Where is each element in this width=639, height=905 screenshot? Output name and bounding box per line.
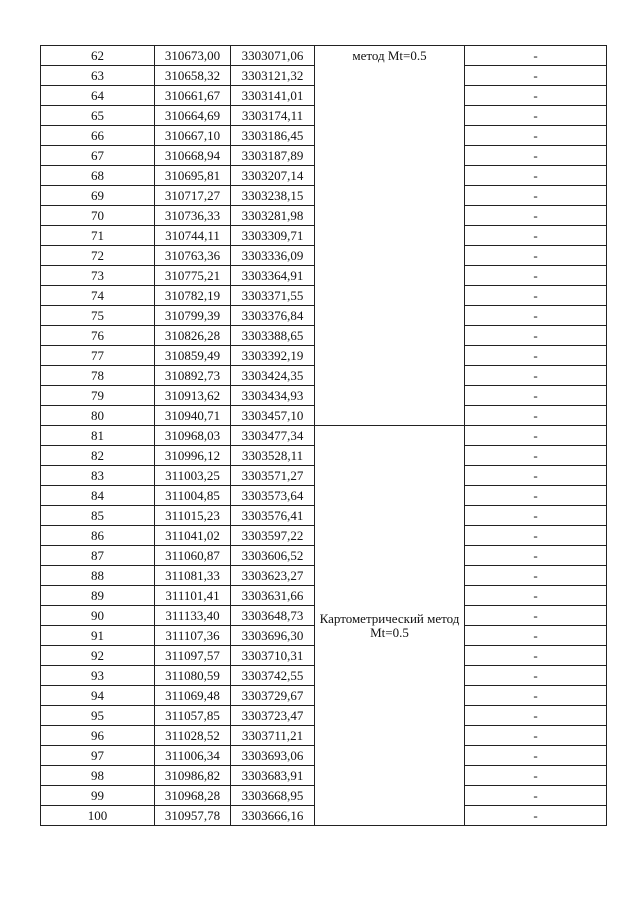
x-coordinate-cell: 311097,57	[155, 646, 231, 666]
y-coordinate-cell: 3303683,91	[231, 766, 315, 786]
y-coordinate-cell: 3303424,35	[231, 366, 315, 386]
x-coordinate-cell: 311003,25	[155, 466, 231, 486]
y-coordinate-cell: 3303742,55	[231, 666, 315, 686]
point-number-cell: 81	[41, 426, 155, 446]
x-coordinate-cell: 310775,21	[155, 266, 231, 286]
x-coordinate-cell: 311081,33	[155, 566, 231, 586]
point-number-cell: 87	[41, 546, 155, 566]
point-number-cell: 74	[41, 286, 155, 306]
point-number-cell: 88	[41, 566, 155, 586]
point-number-cell: 82	[41, 446, 155, 466]
x-coordinate-cell: 310826,28	[155, 326, 231, 346]
x-coordinate-cell: 310892,73	[155, 366, 231, 386]
y-coordinate-cell: 3303631,66	[231, 586, 315, 606]
y-coordinate-cell: 3303571,27	[231, 466, 315, 486]
x-coordinate-cell: 310996,12	[155, 446, 231, 466]
note-cell: -	[465, 146, 607, 166]
note-cell: -	[465, 426, 607, 446]
note-cell: -	[465, 326, 607, 346]
x-coordinate-cell: 310667,10	[155, 126, 231, 146]
note-cell: -	[465, 706, 607, 726]
point-number-cell: 64	[41, 86, 155, 106]
coordinates-table	[40, 45, 607, 826]
note-cell: -	[465, 286, 607, 306]
y-coordinate-cell: 3303693,06	[231, 746, 315, 766]
point-number-cell: 99	[41, 786, 155, 806]
note-cell: -	[465, 766, 607, 786]
y-coordinate-cell: 3303174,11	[231, 106, 315, 126]
point-number-cell: 91	[41, 626, 155, 646]
point-number-cell: 90	[41, 606, 155, 626]
point-number-cell: 76	[41, 326, 155, 346]
y-coordinate-cell: 3303388,65	[231, 326, 315, 346]
note-cell: -	[465, 226, 607, 246]
y-coordinate-cell: 3303392,19	[231, 346, 315, 366]
y-coordinate-cell: 3303071,06	[231, 46, 315, 66]
y-coordinate-cell: 3303371,55	[231, 286, 315, 306]
note-cell: -	[465, 86, 607, 106]
x-coordinate-cell: 310695,81	[155, 166, 231, 186]
x-coordinate-cell: 311057,85	[155, 706, 231, 726]
x-coordinate-cell: 310763,36	[155, 246, 231, 266]
x-coordinate-cell: 311101,41	[155, 586, 231, 606]
note-cell: -	[465, 626, 607, 646]
note-cell: -	[465, 466, 607, 486]
point-number-cell: 96	[41, 726, 155, 746]
y-coordinate-cell: 3303666,16	[231, 806, 315, 826]
note-cell: -	[465, 746, 607, 766]
note-cell: -	[465, 126, 607, 146]
note-cell: -	[465, 406, 607, 426]
x-coordinate-cell: 311080,59	[155, 666, 231, 686]
point-number-cell: 84	[41, 486, 155, 506]
x-coordinate-cell: 310744,11	[155, 226, 231, 246]
x-coordinate-cell: 311041,02	[155, 526, 231, 546]
x-coordinate-cell: 311069,48	[155, 686, 231, 706]
note-cell: -	[465, 666, 607, 686]
x-coordinate-cell: 311028,52	[155, 726, 231, 746]
x-coordinate-cell: 310799,39	[155, 306, 231, 326]
method-cell: Картометрический метод Mt=0.5	[315, 426, 465, 826]
point-number-cell: 79	[41, 386, 155, 406]
point-number-cell: 100	[41, 806, 155, 826]
y-coordinate-cell: 3303457,10	[231, 406, 315, 426]
point-number-cell: 62	[41, 46, 155, 66]
y-coordinate-cell: 3303573,64	[231, 486, 315, 506]
y-coordinate-cell: 3303597,22	[231, 526, 315, 546]
y-coordinate-cell: 3303528,11	[231, 446, 315, 466]
y-coordinate-cell: 3303711,21	[231, 726, 315, 746]
x-coordinate-cell: 311060,87	[155, 546, 231, 566]
point-number-cell: 67	[41, 146, 155, 166]
x-coordinate-cell: 310661,67	[155, 86, 231, 106]
y-coordinate-cell: 3303141,01	[231, 86, 315, 106]
note-cell: -	[465, 506, 607, 526]
note-cell: -	[465, 446, 607, 466]
note-cell: -	[465, 346, 607, 366]
note-cell: -	[465, 566, 607, 586]
x-coordinate-cell: 311006,34	[155, 746, 231, 766]
point-number-cell: 86	[41, 526, 155, 546]
y-coordinate-cell: 3303187,89	[231, 146, 315, 166]
point-number-cell: 98	[41, 766, 155, 786]
note-cell: -	[465, 546, 607, 566]
x-coordinate-cell: 310968,03	[155, 426, 231, 446]
y-coordinate-cell: 3303606,52	[231, 546, 315, 566]
note-cell: -	[465, 726, 607, 746]
point-number-cell: 83	[41, 466, 155, 486]
y-coordinate-cell: 3303623,27	[231, 566, 315, 586]
point-number-cell: 68	[41, 166, 155, 186]
x-coordinate-cell: 310940,71	[155, 406, 231, 426]
x-coordinate-cell: 310782,19	[155, 286, 231, 306]
x-coordinate-cell: 310736,33	[155, 206, 231, 226]
note-cell: -	[465, 186, 607, 206]
y-coordinate-cell: 3303186,45	[231, 126, 315, 146]
y-coordinate-cell: 3303376,84	[231, 306, 315, 326]
note-cell: -	[465, 646, 607, 666]
x-coordinate-cell: 311015,23	[155, 506, 231, 526]
x-coordinate-cell: 310957,78	[155, 806, 231, 826]
note-cell: -	[465, 586, 607, 606]
note-cell: -	[465, 246, 607, 266]
x-coordinate-cell: 310717,27	[155, 186, 231, 206]
point-number-cell: 72	[41, 246, 155, 266]
point-number-cell: 70	[41, 206, 155, 226]
x-coordinate-cell: 310913,62	[155, 386, 231, 406]
y-coordinate-cell: 3303710,31	[231, 646, 315, 666]
point-number-cell: 69	[41, 186, 155, 206]
x-coordinate-cell: 310658,32	[155, 66, 231, 86]
point-number-cell: 65	[41, 106, 155, 126]
point-number-cell: 63	[41, 66, 155, 86]
y-coordinate-cell: 3303207,14	[231, 166, 315, 186]
x-coordinate-cell: 310859,49	[155, 346, 231, 366]
y-coordinate-cell: 3303281,98	[231, 206, 315, 226]
y-coordinate-cell: 3303434,93	[231, 386, 315, 406]
x-coordinate-cell: 310673,00	[155, 46, 231, 66]
x-coordinate-cell: 310664,69	[155, 106, 231, 126]
point-number-cell: 73	[41, 266, 155, 286]
table-row	[41, 426, 607, 446]
point-number-cell: 77	[41, 346, 155, 366]
y-coordinate-cell: 3303723,47	[231, 706, 315, 726]
note-cell: -	[465, 66, 607, 86]
note-cell: -	[465, 266, 607, 286]
method-cell: метод Mt=0.5	[315, 46, 465, 426]
note-cell: -	[465, 686, 607, 706]
note-cell: -	[465, 786, 607, 806]
point-number-cell: 89	[41, 586, 155, 606]
y-coordinate-cell: 3303648,73	[231, 606, 315, 626]
y-coordinate-cell: 3303668,95	[231, 786, 315, 806]
y-coordinate-cell: 3303477,34	[231, 426, 315, 446]
note-cell: -	[465, 366, 607, 386]
x-coordinate-cell: 310986,82	[155, 766, 231, 786]
point-number-cell: 97	[41, 746, 155, 766]
y-coordinate-cell: 3303336,09	[231, 246, 315, 266]
coordinates-table-body	[41, 46, 607, 826]
point-number-cell: 93	[41, 666, 155, 686]
y-coordinate-cell: 3303576,41	[231, 506, 315, 526]
note-cell: -	[465, 806, 607, 826]
y-coordinate-cell: 3303309,71	[231, 226, 315, 246]
note-cell: -	[465, 46, 607, 66]
x-coordinate-cell: 311133,40	[155, 606, 231, 626]
note-cell: -	[465, 526, 607, 546]
note-cell: -	[465, 206, 607, 226]
point-number-cell: 80	[41, 406, 155, 426]
point-number-cell: 66	[41, 126, 155, 146]
point-number-cell: 95	[41, 706, 155, 726]
y-coordinate-cell: 3303238,15	[231, 186, 315, 206]
note-cell: -	[465, 306, 607, 326]
note-cell: -	[465, 606, 607, 626]
point-number-cell: 75	[41, 306, 155, 326]
x-coordinate-cell: 311004,85	[155, 486, 231, 506]
table-row	[41, 46, 607, 66]
x-coordinate-cell: 310668,94	[155, 146, 231, 166]
y-coordinate-cell: 3303729,67	[231, 686, 315, 706]
point-number-cell: 85	[41, 506, 155, 526]
y-coordinate-cell: 3303364,91	[231, 266, 315, 286]
point-number-cell: 92	[41, 646, 155, 666]
x-coordinate-cell: 310968,28	[155, 786, 231, 806]
y-coordinate-cell: 3303696,30	[231, 626, 315, 646]
point-number-cell: 94	[41, 686, 155, 706]
note-cell: -	[465, 386, 607, 406]
y-coordinate-cell: 3303121,32	[231, 66, 315, 86]
note-cell: -	[465, 166, 607, 186]
note-cell: -	[465, 106, 607, 126]
x-coordinate-cell: 311107,36	[155, 626, 231, 646]
point-number-cell: 78	[41, 366, 155, 386]
note-cell: -	[465, 486, 607, 506]
point-number-cell: 71	[41, 226, 155, 246]
